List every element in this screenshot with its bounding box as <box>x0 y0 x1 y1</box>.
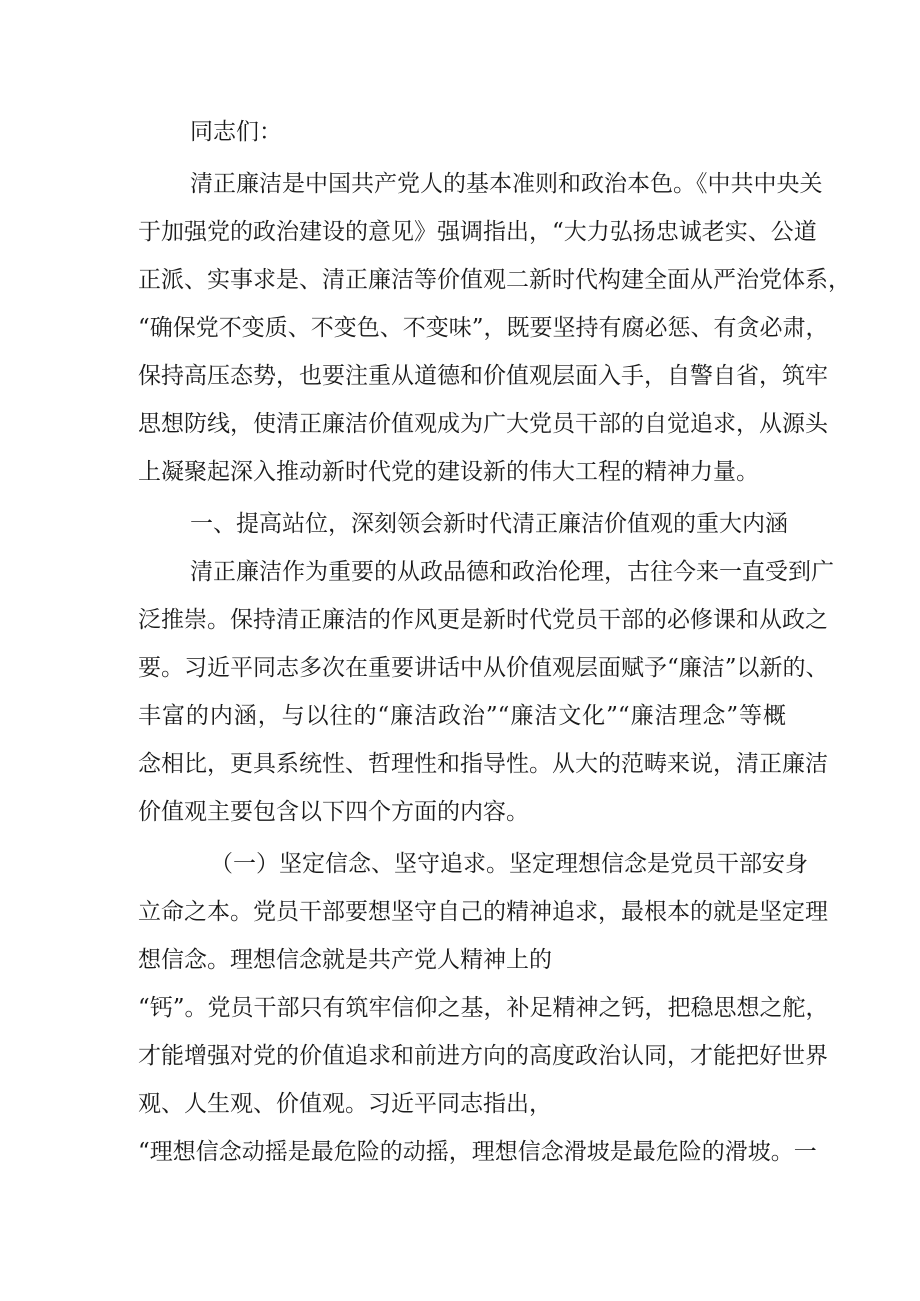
section-heading: 一、提高站位，深刻领会新时代清正廉洁价值观的重大内涵 <box>190 511 788 537</box>
intro-line-3: 正派、实事求是、清正廉洁等价值观二新时代构建全面从严治党体系， <box>138 267 851 293</box>
subsection-line-2: 立命之本。党员干部要想坚守自己的精神追求，最根本的就是坚定理 <box>138 899 828 925</box>
subsection-line-4: “钙”。党员干部只有筑牢信仰之基，补足精神之钙，把稳思想之舵， <box>138 995 829 1021</box>
subsection-line-5: 才能增强对党的价值追求和前进方向的高度政治认同，才能把好世界 <box>138 1043 828 1069</box>
section-line-1: 清正廉洁作为重要的从政品德和政治伦理，古往今来一直受到广 <box>190 559 834 585</box>
subsection-line-1: （一）坚定信念、坚守追求。坚定理想信念是党员干部安身 <box>210 851 808 877</box>
section-line-6: 价值观主要包含以下四个方面的内容。 <box>138 799 529 825</box>
subsection-line-6: 观、人生观、价值观。习近平同志指出， <box>138 1091 552 1117</box>
section-line-5: 念相比，更具系统性、哲理性和指导性。从大的范畴来说，清正廉洁 <box>138 751 828 777</box>
intro-line-7: 上凝聚起深入推动新时代党的建设新的伟大工程的精神力量。 <box>138 459 759 485</box>
section-line-2: 泛推崇。保持清正廉洁的作风更是新时代党员干部的必修课和从政之 <box>138 607 828 633</box>
intro-line-6: 思想防线，使清正廉洁价值观成为广大党员干部的自觉追求，从源头 <box>138 411 828 437</box>
intro-line-5: 保持高压态势，也要注重从道德和价值观层面入手，自警自省，筑牢 <box>138 363 828 389</box>
section-line-4: 丰富的内涵，与以往的“廉洁政治”“廉洁文化”“廉洁理念”等概 <box>138 703 786 729</box>
greeting: 同志们： <box>190 119 282 145</box>
intro-line-4: “确保党不变质、不变色、不变味”，既要坚持有腐必惩、有贪必肃， <box>138 315 829 341</box>
subsection-line-3: 想信念。理想信念就是共产党人精神上的 <box>138 947 552 973</box>
section-line-3: 要。习近平同志多次在重要讲话中从价值观层面赋予“廉洁”以新的、 <box>138 655 829 681</box>
intro-line-1: 清正廉洁是中国共产党人的基本准则和政治本色。《中共中央关 <box>190 171 823 197</box>
subsection-line-7: “理想信念动摇是最危险的动摇，理想信念滑坡是最危险的滑坡。一 <box>138 1139 817 1165</box>
intro-line-2: 于加强党的政治建设的意见》强调指出，“大力弘扬忠诚老实、公道 <box>138 219 817 245</box>
